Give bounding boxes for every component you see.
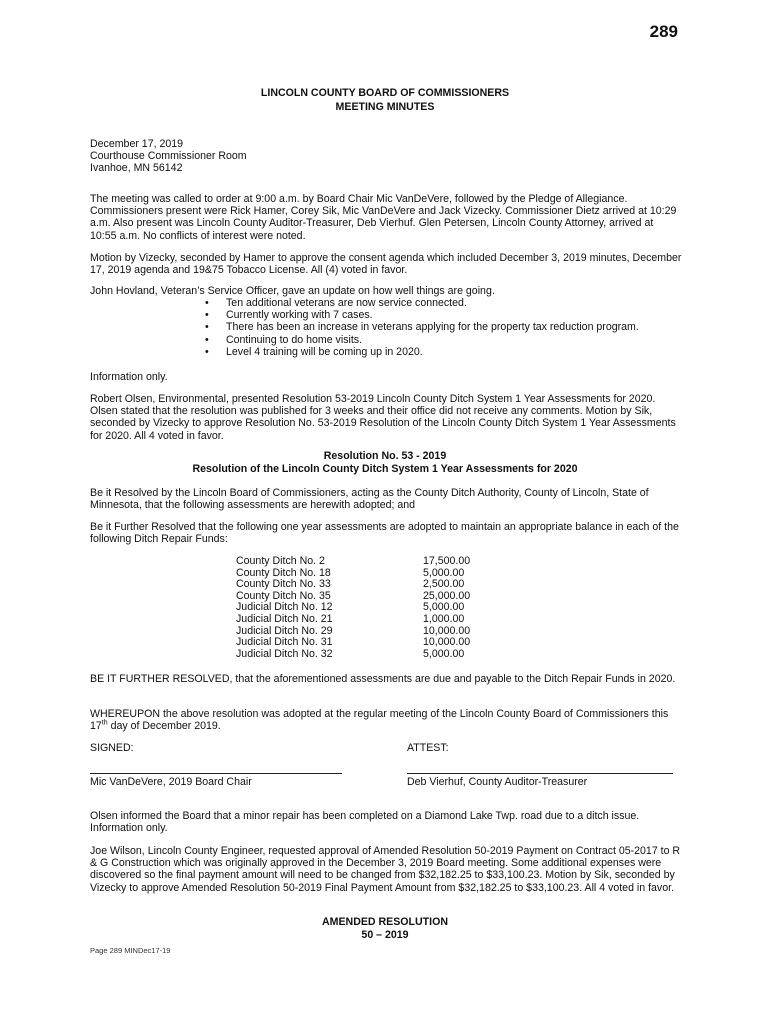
page-footer: Page 289 MINDec17-19	[90, 946, 171, 955]
ordinal-suffix: th	[101, 719, 108, 727]
olsen-repair-paragraph: Olsen informed the Board that a minor repair has been completed on a Diamond Lake Twp. road due to a ditch issue. Information only.	[90, 810, 640, 835]
assessment-amount: 10,000.00	[423, 636, 471, 649]
ditch-assessment-table	[236, 556, 470, 660]
assessment-amount: 5,000.00	[423, 647, 465, 660]
assessment-amount: 25,000.00	[423, 589, 471, 602]
resolved-clause-2: Be it Further Resolved that the following one year assessments are adopted to maintain an appropriate balance in each of the following Ditch Repair Funds:	[90, 521, 679, 546]
table-row	[236, 649, 470, 661]
ditch-name: Judicial Ditch No. 21	[236, 612, 333, 625]
attest-label: ATTEST:	[407, 742, 449, 754]
amended-resolution-heading: AMENDED RESOLUTION	[322, 916, 448, 928]
amended-resolution-number: 50 – 2019	[361, 929, 409, 941]
table-row	[236, 556, 470, 568]
whereupon-text-end: day of December 2019.	[107, 720, 221, 733]
resolution-title: Resolution of the Lincoln County Ditch System 1 Year Assessments for 2020	[192, 463, 578, 475]
assessment-amount: 5,000.00	[423, 566, 465, 579]
meeting-room: Courthouse Commissioner Room	[90, 150, 247, 162]
wilson-amended-paragraph: Joe Wilson, Lincoln County Engineer, requested approval of Amended Resolution 50-2019 Payment on Contract 05-2017 to R & G Construction which was originally approved in the December 3, 2019 Board meeting. Some additional expenses were discovered so the final payment amount will need to be changed from $32,182.25 to $33,100.23. Motion by Sik, seconded by Vizecky to approve Amended Resolution 50-2019 Final Payment Amount from $32,182.25 to $33,100.23. All 4 voted in favor.	[90, 845, 681, 894]
ditch-name: Judicial Ditch No. 12	[236, 601, 333, 614]
assessment-amount: 1,000.00	[423, 612, 465, 625]
attester-name: Deb Vierhuf, County Auditor-Treasurer	[407, 776, 588, 788]
document-subtitle: MEETING MINUTES	[335, 101, 435, 113]
olsen-resolution-paragraph: Robert Olsen, Environmental, presented Resolution 53-2019 Lincoln County Ditch System 1 Year Assessments for 2020. Olsen stated that the resolution was published for 3 weeks and their office did not receive any comments. Motion by Sik, seconded by Vizecky to approve Resolution No. 53-2019 Resolution of the Lincoln County Ditch System 1 Year Assessments for 2020. All 4 voted in favor.	[90, 393, 676, 442]
ditch-name: Judicial Ditch No. 29	[236, 624, 333, 637]
whereupon-text: WHEREUPON the above resolution was adopted at the regular meeting of the Lincoln County Board of Commissioners this 17	[90, 708, 669, 733]
meeting-date: December 17, 2019	[90, 138, 184, 150]
signer-name: Mic VanDeVere, 2019 Board Chair	[90, 776, 252, 788]
signature-line-auditor	[407, 773, 673, 774]
list-item: • There has been an increase in veterans applying for the property tax reduction program.	[205, 321, 675, 333]
veterans-update-list	[205, 297, 675, 358]
assessment-amount: 17,500.00	[423, 555, 471, 567]
further-resolved-clause: BE IT FURTHER RESOLVED, that the aforementioned assessments are due and payable to the Ditch Repair Funds in 2020.	[90, 673, 676, 685]
list-item: • Continuing to do home visits.	[205, 334, 675, 346]
signed-label: SIGNED:	[90, 742, 134, 754]
veterans-intro: John Hovland, Veteran’s Service Officer, gave an update on how well things are going.	[90, 285, 495, 297]
assessment-amount: 5,000.00	[423, 601, 465, 614]
document-title: LINCOLN COUNTY BOARD OF COMMISSIONERS	[260, 87, 510, 99]
veterans-info-note: Information only.	[90, 371, 168, 383]
table-row	[236, 637, 470, 649]
meeting-location: Ivanhoe, MN 56142	[90, 162, 183, 174]
signature-line-chair	[90, 773, 342, 774]
assessment-amount: 10,000.00	[423, 624, 471, 637]
ditch-name: Judicial Ditch No. 31	[236, 636, 333, 649]
ditch-name: County Ditch No. 18	[236, 566, 331, 579]
call-to-order-paragraph: The meeting was called to order at 9:00 a.m. by Board Chair Mic VanDeVere, followed by the Pledge of Allegiance. Commissioners present were Rick Hamer, Corey Sik, Mic VanDeVere and Jack Vizecky. Commissioner Dietz arrived at 10:29 a.m. Also present was Lincoln County Auditor-Treasurer, Deb Vierhuf. Glen Petersen, Lincoln County Attorney, arrived at 10:55 a.m. No conflicts of interest were noted.	[90, 193, 677, 242]
resolution-number: Resolution No. 53 - 2019	[323, 450, 447, 462]
list-item: • Ten additional veterans are now service connected.	[205, 297, 675, 309]
list-item: • Currently working with 7 cases.	[205, 309, 675, 321]
ditch-name: County Ditch No. 35	[236, 589, 331, 602]
consent-agenda-paragraph: Motion by Vizecky, seconded by Hamer to approve the consent agenda which included December 3, 2019 minutes, December 17, 2019 agenda and 19&75 Tobacco License. All (4) voted in favor.	[90, 252, 682, 277]
resolved-clause-1: Be it Resolved by the Lincoln Board of Commissioners, acting as the County Ditch Authority, County of Lincoln, State of Minnesota, that the following assessments are herewith adopted; and	[90, 487, 649, 512]
list-item: • Level 4 training will be coming up in 2020.	[205, 346, 675, 358]
ditch-name: Judicial Ditch No. 32	[236, 647, 333, 660]
page-number: 289	[649, 22, 678, 41]
assessment-amount: 2,500.00	[423, 578, 465, 591]
ditch-name: County Ditch No. 2	[236, 555, 325, 567]
whereupon-clause	[90, 708, 682, 732]
table-row	[236, 614, 470, 626]
ditch-name: County Ditch No. 33	[236, 578, 331, 591]
